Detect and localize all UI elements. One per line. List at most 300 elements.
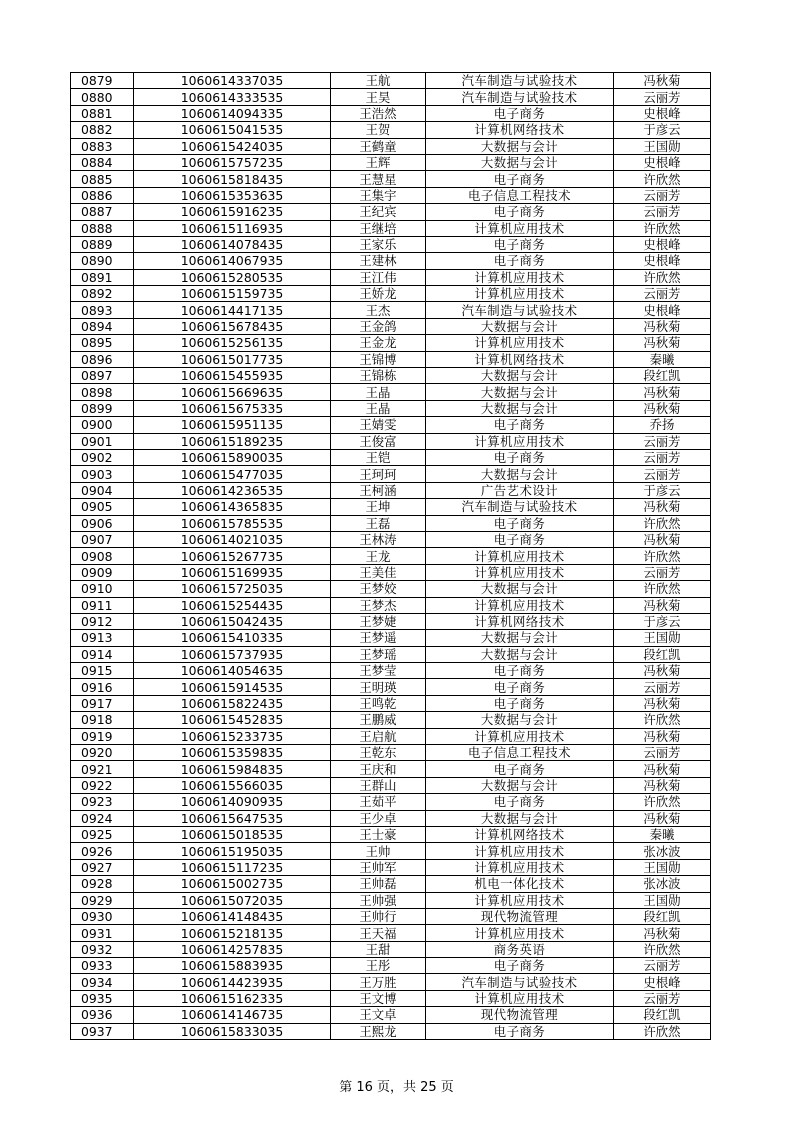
student-name: 王贺 bbox=[331, 122, 426, 138]
major: 计算机网络技术 bbox=[426, 122, 614, 138]
row-number: 0891 bbox=[71, 269, 134, 285]
major: 大数据与会计 bbox=[426, 368, 614, 384]
teacher-name: 云丽芳 bbox=[614, 564, 711, 580]
teacher-name: 许欣然 bbox=[614, 712, 711, 728]
teacher-name: 史根峰 bbox=[614, 154, 711, 170]
student-id: 1060615737935 bbox=[134, 646, 331, 662]
teacher-name: 王国勋 bbox=[614, 859, 711, 875]
row-number: 0888 bbox=[71, 220, 134, 236]
teacher-name: 冯秋菊 bbox=[614, 695, 711, 711]
row-number: 0933 bbox=[71, 958, 134, 974]
student-id: 1060614337035 bbox=[134, 73, 331, 89]
student-name: 王鹏威 bbox=[331, 712, 426, 728]
student-name: 王帅强 bbox=[331, 892, 426, 908]
row-number: 0930 bbox=[71, 908, 134, 924]
teacher-name: 许欣然 bbox=[614, 171, 711, 187]
student-name: 王明瑛 bbox=[331, 679, 426, 695]
major: 大数据与会计 bbox=[426, 810, 614, 826]
teacher-name: 冯秋菊 bbox=[614, 597, 711, 613]
major: 计算机网络技术 bbox=[426, 351, 614, 367]
student-name: 王杰 bbox=[331, 302, 426, 318]
student-name: 王梦莹 bbox=[331, 663, 426, 679]
row-number: 0892 bbox=[71, 286, 134, 302]
student-name: 王鸣乾 bbox=[331, 695, 426, 711]
student-id: 1060615041535 bbox=[134, 122, 331, 138]
table-row bbox=[71, 89, 711, 105]
table-row bbox=[71, 499, 711, 515]
teacher-name: 张冰波 bbox=[614, 843, 711, 859]
student-id: 1060615984835 bbox=[134, 761, 331, 777]
student-name: 王帅行 bbox=[331, 908, 426, 924]
table-row bbox=[71, 171, 711, 187]
teacher-name: 冯秋菊 bbox=[614, 728, 711, 744]
teacher-name: 许欣然 bbox=[614, 794, 711, 810]
teacher-name: 许欣然 bbox=[614, 548, 711, 564]
student-id: 1060615890035 bbox=[134, 449, 331, 465]
row-number: 0923 bbox=[71, 794, 134, 810]
student-name: 王晶 bbox=[331, 400, 426, 416]
row-number: 0889 bbox=[71, 236, 134, 252]
major: 商务英语 bbox=[426, 941, 614, 957]
student-id: 1060615785535 bbox=[134, 515, 331, 531]
major: 电子商务 bbox=[426, 794, 614, 810]
student-name: 王帅 bbox=[331, 843, 426, 859]
teacher-name: 段红凯 bbox=[614, 646, 711, 662]
teacher-name: 秦曦 bbox=[614, 351, 711, 367]
table-row bbox=[71, 728, 711, 744]
table-row bbox=[71, 482, 711, 498]
major: 计算机应用技术 bbox=[426, 990, 614, 1006]
teacher-name: 许欣然 bbox=[614, 581, 711, 597]
major: 汽车制造与试验技术 bbox=[426, 302, 614, 318]
teacher-name: 许欣然 bbox=[614, 515, 711, 531]
student-id: 1060615159735 bbox=[134, 286, 331, 302]
student-name: 王启航 bbox=[331, 728, 426, 744]
student-id: 1060614148435 bbox=[134, 908, 331, 924]
student-name: 王鹤童 bbox=[331, 138, 426, 154]
student-name: 王熙龙 bbox=[331, 1023, 426, 1039]
teacher-name: 王国勋 bbox=[614, 630, 711, 646]
student-name: 王彤 bbox=[331, 958, 426, 974]
teacher-name: 许欣然 bbox=[614, 220, 711, 236]
student-id: 1060615883935 bbox=[134, 958, 331, 974]
student-name: 王林涛 bbox=[331, 531, 426, 547]
table-row bbox=[71, 859, 711, 875]
table-row bbox=[71, 466, 711, 482]
teacher-name: 冯秋菊 bbox=[614, 663, 711, 679]
teacher-name: 云丽芳 bbox=[614, 990, 711, 1006]
teacher-name: 史根峰 bbox=[614, 236, 711, 252]
table-row bbox=[71, 351, 711, 367]
teacher-name: 冯秋菊 bbox=[614, 531, 711, 547]
student-name: 王梦姣 bbox=[331, 581, 426, 597]
student-id: 1060615477035 bbox=[134, 466, 331, 482]
table-row bbox=[71, 958, 711, 974]
student-id: 1060615725035 bbox=[134, 581, 331, 597]
table-row bbox=[71, 810, 711, 826]
row-number: 0927 bbox=[71, 859, 134, 875]
student-id: 1060615002735 bbox=[134, 876, 331, 892]
teacher-name: 张冰波 bbox=[614, 876, 711, 892]
row-number: 0902 bbox=[71, 449, 134, 465]
student-name: 王天福 bbox=[331, 925, 426, 941]
table-row bbox=[71, 990, 711, 1006]
row-number: 0929 bbox=[71, 892, 134, 908]
row-number: 0883 bbox=[71, 138, 134, 154]
student-name: 王少卓 bbox=[331, 810, 426, 826]
major: 计算机网络技术 bbox=[426, 826, 614, 842]
student-id: 1060615218135 bbox=[134, 925, 331, 941]
table-row bbox=[71, 843, 711, 859]
student-id: 1060614067935 bbox=[134, 253, 331, 269]
teacher-name: 冯秋菊 bbox=[614, 810, 711, 826]
major: 电子商务 bbox=[426, 236, 614, 252]
major: 电子商务 bbox=[426, 204, 614, 220]
student-id: 1060615353635 bbox=[134, 187, 331, 203]
student-id: 1060615117235 bbox=[134, 859, 331, 875]
major: 计算机应用技术 bbox=[426, 843, 614, 859]
student-name: 王庆和 bbox=[331, 761, 426, 777]
major: 电子商务 bbox=[426, 679, 614, 695]
row-number: 0914 bbox=[71, 646, 134, 662]
row-number: 0916 bbox=[71, 679, 134, 695]
table-row bbox=[71, 335, 711, 351]
student-id: 1060615359835 bbox=[134, 745, 331, 761]
major: 计算机应用技术 bbox=[426, 564, 614, 580]
table-row bbox=[71, 187, 711, 203]
teacher-name: 云丽芳 bbox=[614, 958, 711, 974]
major: 现代物流管理 bbox=[426, 908, 614, 924]
student-name: 王锦博 bbox=[331, 351, 426, 367]
student-name: 王建林 bbox=[331, 253, 426, 269]
student-id: 1060614236535 bbox=[134, 482, 331, 498]
major: 电子商务 bbox=[426, 761, 614, 777]
student-id: 1060615818435 bbox=[134, 171, 331, 187]
table-row bbox=[71, 302, 711, 318]
row-number: 0931 bbox=[71, 925, 134, 941]
teacher-name: 冯秋菊 bbox=[614, 400, 711, 416]
major: 计算机网络技术 bbox=[426, 613, 614, 629]
row-number: 0921 bbox=[71, 761, 134, 777]
table-row bbox=[71, 663, 711, 679]
student-id: 1060615455935 bbox=[134, 368, 331, 384]
page-footer: 第 16 页，共 25 页 bbox=[339, 1080, 454, 1095]
row-number: 0890 bbox=[71, 253, 134, 269]
student-name: 王航 bbox=[331, 73, 426, 89]
student-id: 1060615951135 bbox=[134, 417, 331, 433]
row-number: 0906 bbox=[71, 515, 134, 531]
table-row bbox=[71, 777, 711, 793]
major: 现代物流管理 bbox=[426, 1007, 614, 1023]
table-row bbox=[71, 318, 711, 334]
row-number: 0925 bbox=[71, 826, 134, 842]
student-name: 王锦栋 bbox=[331, 368, 426, 384]
major: 计算机应用技术 bbox=[426, 728, 614, 744]
table-row bbox=[71, 1023, 711, 1039]
row-number: 0899 bbox=[71, 400, 134, 416]
major: 电子商务 bbox=[426, 663, 614, 679]
student-id: 1060615678435 bbox=[134, 318, 331, 334]
row-number: 0882 bbox=[71, 122, 134, 138]
row-number: 0915 bbox=[71, 663, 134, 679]
student-id: 1060615018535 bbox=[134, 826, 331, 842]
student-id: 1060615189235 bbox=[134, 433, 331, 449]
student-id: 1060615256135 bbox=[134, 335, 331, 351]
table-row bbox=[71, 908, 711, 924]
major: 电子商务 bbox=[426, 531, 614, 547]
teacher-name: 乔扬 bbox=[614, 417, 711, 433]
student-id: 1060615280535 bbox=[134, 269, 331, 285]
teacher-name: 史根峰 bbox=[614, 253, 711, 269]
student-name: 王昊 bbox=[331, 89, 426, 105]
major: 电子商务 bbox=[426, 1023, 614, 1039]
student-name: 王江伟 bbox=[331, 269, 426, 285]
student-id: 1060615833035 bbox=[134, 1023, 331, 1039]
teacher-name: 段红凯 bbox=[614, 908, 711, 924]
student-name: 王梦婕 bbox=[331, 613, 426, 629]
student-name: 王帅军 bbox=[331, 859, 426, 875]
student-id: 1060614423935 bbox=[134, 974, 331, 990]
row-number: 0895 bbox=[71, 335, 134, 351]
row-number: 0885 bbox=[71, 171, 134, 187]
major: 计算机应用技术 bbox=[426, 925, 614, 941]
major: 计算机应用技术 bbox=[426, 859, 614, 875]
student-id: 1060615169935 bbox=[134, 564, 331, 580]
row-number: 0881 bbox=[71, 105, 134, 121]
student-table bbox=[70, 72, 711, 1040]
student-name: 王金龙 bbox=[331, 335, 426, 351]
row-number: 0879 bbox=[71, 73, 134, 89]
row-number: 0880 bbox=[71, 89, 134, 105]
major: 大数据与会计 bbox=[426, 777, 614, 793]
table-row bbox=[71, 204, 711, 220]
row-number: 0898 bbox=[71, 384, 134, 400]
teacher-name: 冯秋菊 bbox=[614, 761, 711, 777]
student-id: 1060615675335 bbox=[134, 400, 331, 416]
row-number: 0896 bbox=[71, 351, 134, 367]
student-id: 1060615233735 bbox=[134, 728, 331, 744]
teacher-name: 于彦云 bbox=[614, 482, 711, 498]
teacher-name: 王国勋 bbox=[614, 138, 711, 154]
table-row bbox=[71, 564, 711, 580]
major: 汽车制造与试验技术 bbox=[426, 499, 614, 515]
major: 电子商务 bbox=[426, 105, 614, 121]
major: 计算机应用技术 bbox=[426, 892, 614, 908]
row-number: 0893 bbox=[71, 302, 134, 318]
teacher-name: 史根峰 bbox=[614, 974, 711, 990]
teacher-name: 云丽芳 bbox=[614, 204, 711, 220]
row-number: 0907 bbox=[71, 531, 134, 547]
major: 大数据与会计 bbox=[426, 384, 614, 400]
major: 计算机应用技术 bbox=[426, 286, 614, 302]
student-id: 1060615116935 bbox=[134, 220, 331, 236]
table-row bbox=[71, 417, 711, 433]
student-id: 1060615267735 bbox=[134, 548, 331, 564]
table-row bbox=[71, 630, 711, 646]
row-number: 0886 bbox=[71, 187, 134, 203]
table-row bbox=[71, 122, 711, 138]
teacher-name: 云丽芳 bbox=[614, 187, 711, 203]
major: 大数据与会计 bbox=[426, 400, 614, 416]
teacher-name: 云丽芳 bbox=[614, 679, 711, 695]
student-name: 王文博 bbox=[331, 990, 426, 1006]
teacher-name: 冯秋菊 bbox=[614, 318, 711, 334]
major: 计算机应用技术 bbox=[426, 269, 614, 285]
table-row bbox=[71, 892, 711, 908]
teacher-name: 冯秋菊 bbox=[614, 335, 711, 351]
row-number: 0908 bbox=[71, 548, 134, 564]
student-id: 1060614146735 bbox=[134, 1007, 331, 1023]
student-id: 1060615757235 bbox=[134, 154, 331, 170]
row-number: 0932 bbox=[71, 941, 134, 957]
student-id: 1060615254435 bbox=[134, 597, 331, 613]
teacher-name: 于彦云 bbox=[614, 122, 711, 138]
table-row bbox=[71, 925, 711, 941]
table-row bbox=[71, 269, 711, 285]
row-number: 0922 bbox=[71, 777, 134, 793]
major: 大数据与会计 bbox=[426, 154, 614, 170]
student-name: 王士豪 bbox=[331, 826, 426, 842]
teacher-name: 云丽芳 bbox=[614, 449, 711, 465]
major: 电子商务 bbox=[426, 171, 614, 187]
table-row bbox=[71, 581, 711, 597]
table-body bbox=[71, 73, 711, 1040]
major: 汽车制造与试验技术 bbox=[426, 73, 614, 89]
student-name: 王娇龙 bbox=[331, 286, 426, 302]
major: 大数据与会计 bbox=[426, 581, 614, 597]
student-id: 1060615195035 bbox=[134, 843, 331, 859]
student-name: 王龙 bbox=[331, 548, 426, 564]
major: 计算机应用技术 bbox=[426, 335, 614, 351]
student-name: 王婧雯 bbox=[331, 417, 426, 433]
row-number: 0911 bbox=[71, 597, 134, 613]
student-name: 王磊 bbox=[331, 515, 426, 531]
major: 大数据与会计 bbox=[426, 630, 614, 646]
row-number: 0924 bbox=[71, 810, 134, 826]
teacher-name: 段红凯 bbox=[614, 1007, 711, 1023]
row-number: 0910 bbox=[71, 581, 134, 597]
table-row bbox=[71, 613, 711, 629]
major: 电子商务 bbox=[426, 958, 614, 974]
teacher-name: 冯秋菊 bbox=[614, 499, 711, 515]
student-id: 1060615822435 bbox=[134, 695, 331, 711]
row-number: 0934 bbox=[71, 974, 134, 990]
major: 大数据与会计 bbox=[426, 466, 614, 482]
student-id: 1060615017735 bbox=[134, 351, 331, 367]
teacher-name: 段红凯 bbox=[614, 368, 711, 384]
student-name: 王俊富 bbox=[331, 433, 426, 449]
teacher-name: 冯秋菊 bbox=[614, 384, 711, 400]
major: 电子商务 bbox=[426, 417, 614, 433]
table-row bbox=[71, 679, 711, 695]
student-name: 王万胜 bbox=[331, 974, 426, 990]
major: 汽车制造与试验技术 bbox=[426, 974, 614, 990]
teacher-name: 云丽芳 bbox=[614, 89, 711, 105]
student-name: 王乾东 bbox=[331, 745, 426, 761]
student-name: 王晶 bbox=[331, 384, 426, 400]
student-name: 王柯涵 bbox=[331, 482, 426, 498]
row-number: 0926 bbox=[71, 843, 134, 859]
row-number: 0901 bbox=[71, 433, 134, 449]
row-number: 0936 bbox=[71, 1007, 134, 1023]
student-id: 1060615424035 bbox=[134, 138, 331, 154]
table-row bbox=[71, 548, 711, 564]
row-number: 0913 bbox=[71, 630, 134, 646]
table-row bbox=[71, 826, 711, 842]
major: 大数据与会计 bbox=[426, 712, 614, 728]
student-id: 1060615669635 bbox=[134, 384, 331, 400]
student-name: 王铠 bbox=[331, 449, 426, 465]
table-row bbox=[71, 400, 711, 416]
table-row bbox=[71, 712, 711, 728]
table-row bbox=[71, 138, 711, 154]
row-number: 0897 bbox=[71, 368, 134, 384]
table-row bbox=[71, 433, 711, 449]
student-name: 王文卓 bbox=[331, 1007, 426, 1023]
student-name: 王继培 bbox=[331, 220, 426, 236]
major: 大数据与会计 bbox=[426, 138, 614, 154]
row-number: 0928 bbox=[71, 876, 134, 892]
student-id: 1060615042435 bbox=[134, 613, 331, 629]
student-id: 1060615410335 bbox=[134, 630, 331, 646]
row-number: 0935 bbox=[71, 990, 134, 1006]
student-id: 1060615162335 bbox=[134, 990, 331, 1006]
major: 机电一体化技术 bbox=[426, 876, 614, 892]
teacher-name: 许欣然 bbox=[614, 941, 711, 957]
row-number: 0905 bbox=[71, 499, 134, 515]
row-number: 0894 bbox=[71, 318, 134, 334]
student-name: 王集宇 bbox=[331, 187, 426, 203]
row-number: 0900 bbox=[71, 417, 134, 433]
table-row bbox=[71, 220, 711, 236]
table-row bbox=[71, 286, 711, 302]
teacher-name: 冯秋菊 bbox=[614, 777, 711, 793]
student-name: 王帅磊 bbox=[331, 876, 426, 892]
row-number: 0887 bbox=[71, 204, 134, 220]
table-row bbox=[71, 876, 711, 892]
row-number: 0919 bbox=[71, 728, 134, 744]
teacher-name: 史根峰 bbox=[614, 105, 711, 121]
student-name: 王纪宾 bbox=[331, 204, 426, 220]
student-name: 王家乐 bbox=[331, 236, 426, 252]
row-number: 0909 bbox=[71, 564, 134, 580]
student-id: 1060614090935 bbox=[134, 794, 331, 810]
major: 电子信息工程技术 bbox=[426, 745, 614, 761]
table-row bbox=[71, 384, 711, 400]
student-name: 王金鸽 bbox=[331, 318, 426, 334]
table-row bbox=[71, 253, 711, 269]
major: 汽车制造与试验技术 bbox=[426, 89, 614, 105]
student-name: 王辉 bbox=[331, 154, 426, 170]
table-row bbox=[71, 941, 711, 957]
row-number: 0917 bbox=[71, 695, 134, 711]
table-row bbox=[71, 236, 711, 252]
table-row bbox=[71, 105, 711, 121]
major: 广告艺术设计 bbox=[426, 482, 614, 498]
teacher-name: 许欣然 bbox=[614, 269, 711, 285]
major: 电子商务 bbox=[426, 695, 614, 711]
student-id: 1060614365835 bbox=[134, 499, 331, 515]
teacher-name: 秦曦 bbox=[614, 826, 711, 842]
table-row bbox=[71, 794, 711, 810]
student-name: 王慧星 bbox=[331, 171, 426, 187]
row-number: 0920 bbox=[71, 745, 134, 761]
student-name: 王梦杰 bbox=[331, 597, 426, 613]
student-id: 1060615914535 bbox=[134, 679, 331, 695]
teacher-name: 王国勋 bbox=[614, 892, 711, 908]
table-row bbox=[71, 1007, 711, 1023]
row-number: 0912 bbox=[71, 613, 134, 629]
